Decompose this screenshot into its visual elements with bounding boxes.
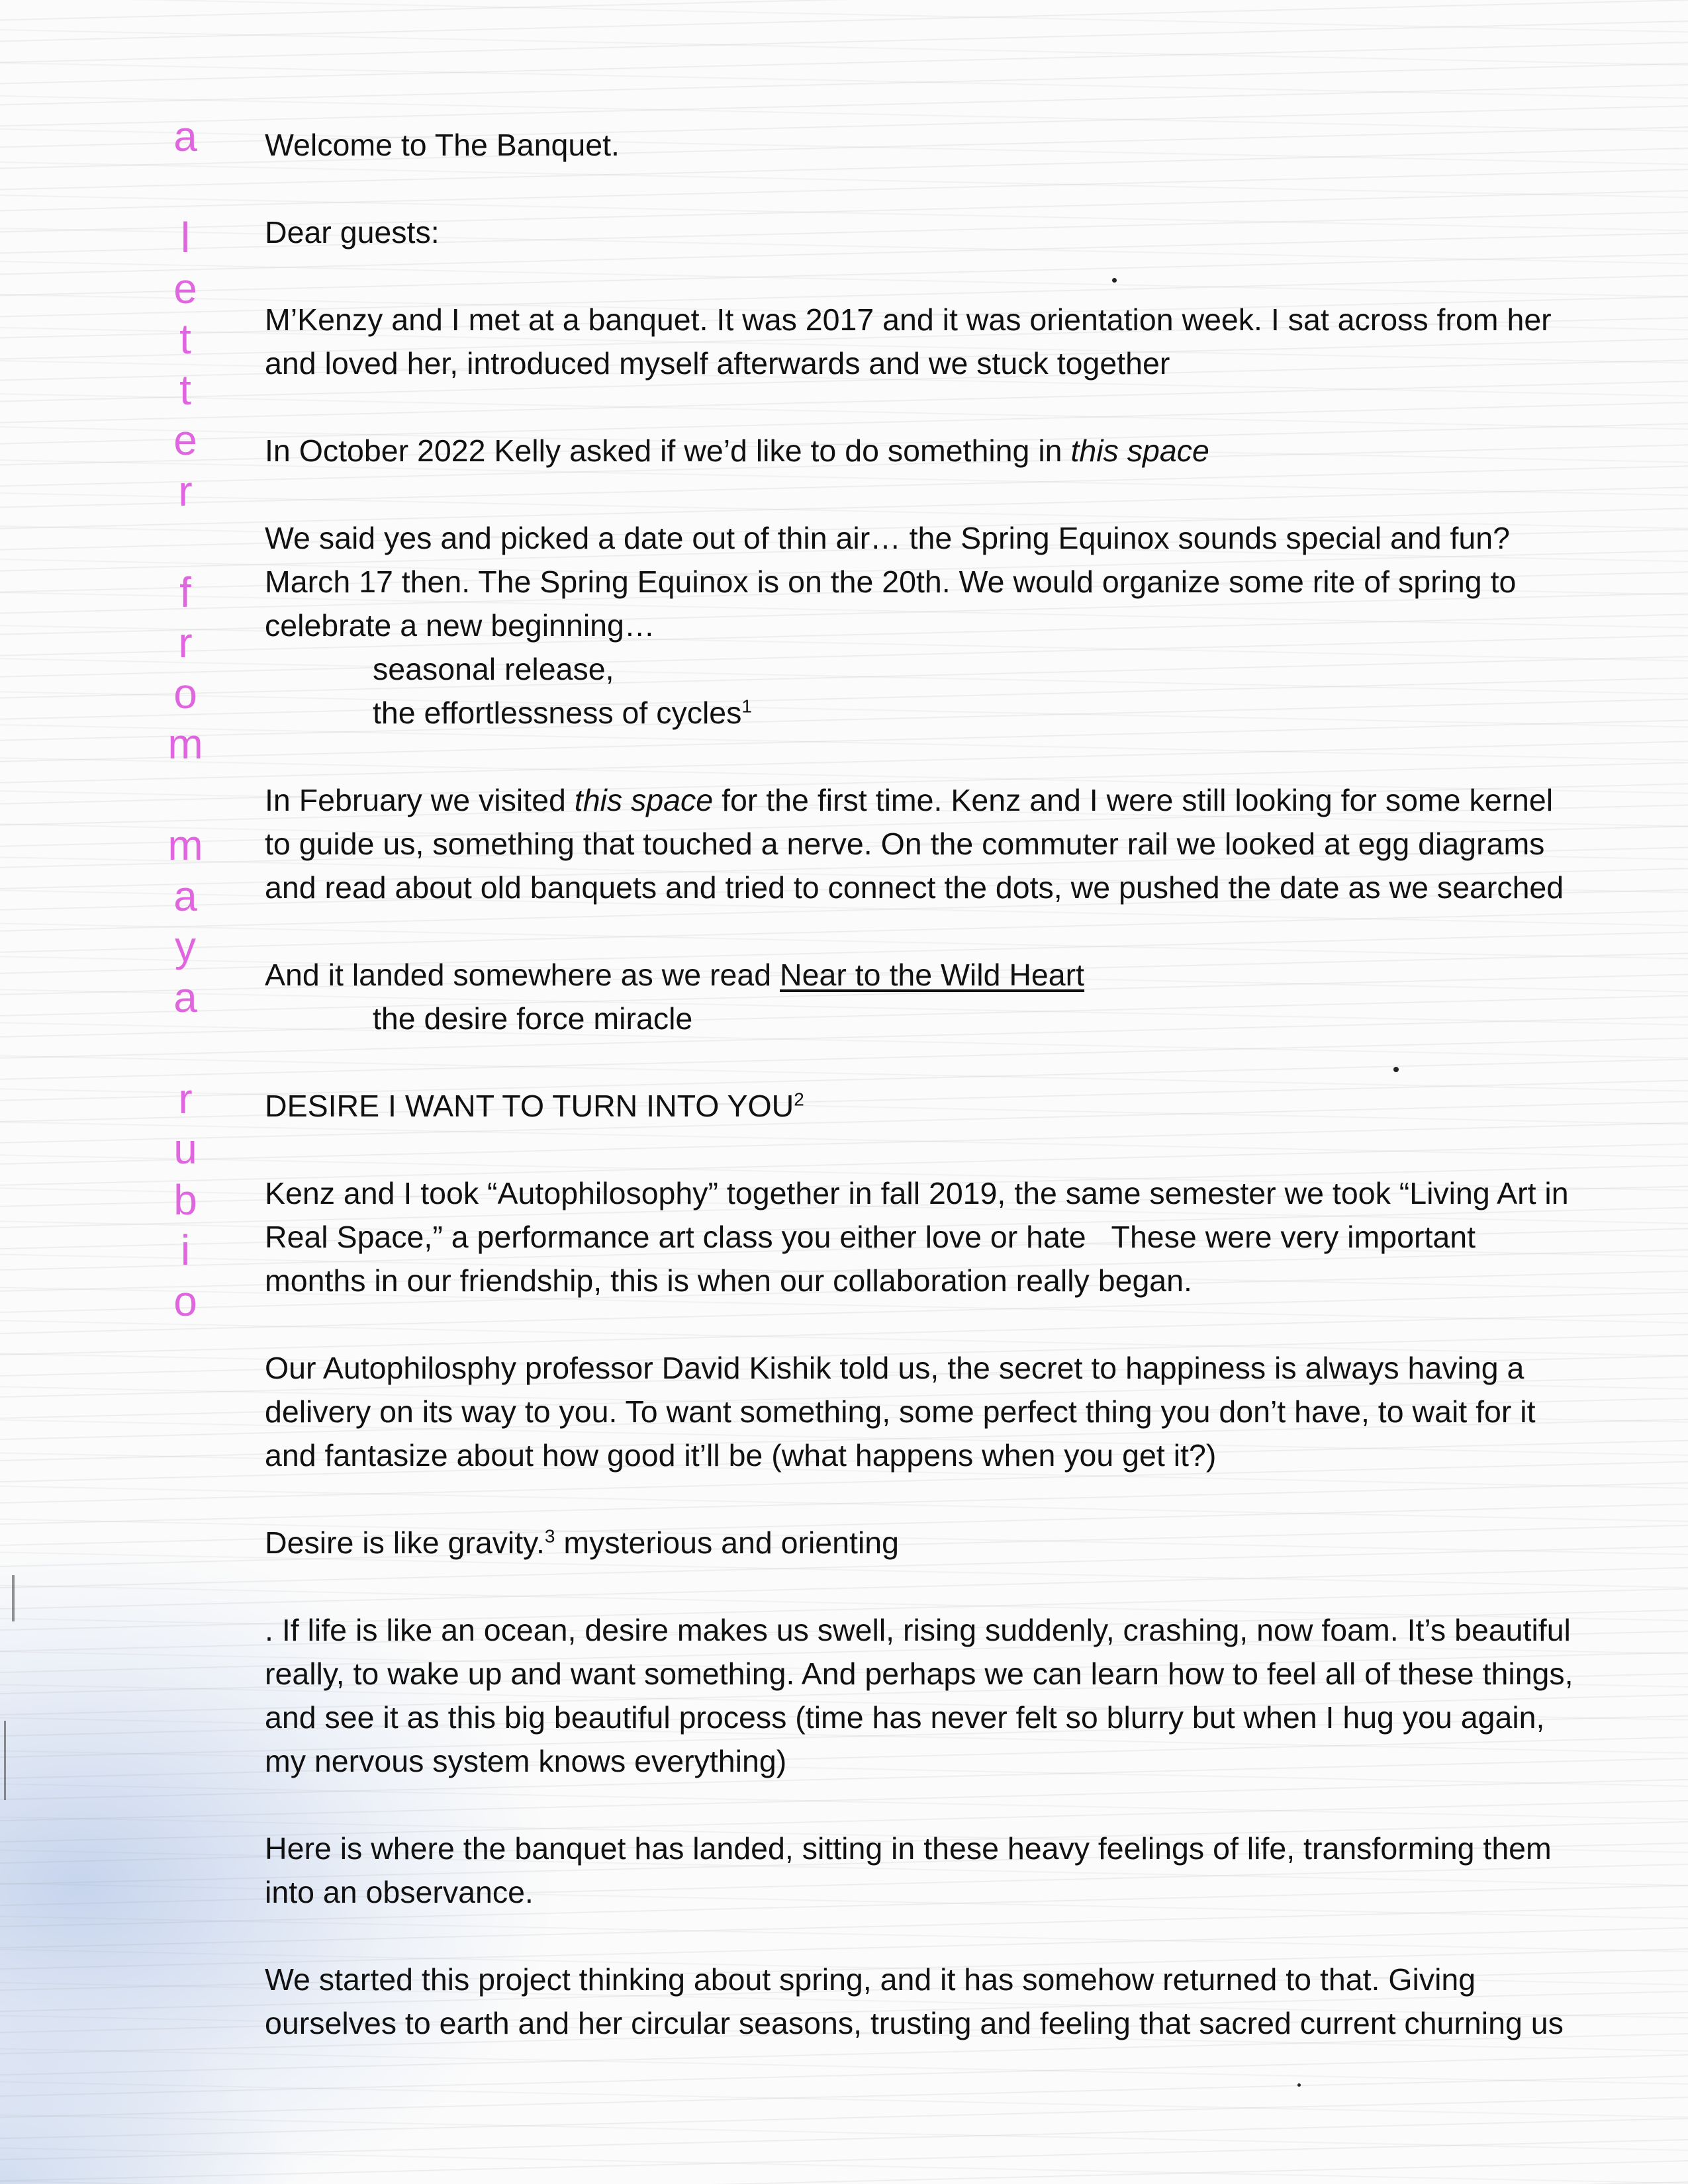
vertical-title-word xyxy=(173,1073,197,1327)
letter-line: Dear guests: xyxy=(265,215,440,250)
vertical-title-letter: o xyxy=(173,1277,197,1325)
vertical-title-letter: y xyxy=(175,923,196,970)
text-run: the effortlessness of cycles xyxy=(373,696,742,730)
letter-line: months in our friendship, this is when our collaboration really began. xyxy=(265,1263,1192,1298)
paragraph-12 xyxy=(265,1958,1681,2045)
vertical-title-word xyxy=(167,820,203,1023)
text-run: In October 2022 Kelly asked if we’d like to do something in xyxy=(265,433,1071,468)
indented-line: seasonal release, xyxy=(373,652,614,686)
letter-line: and see it as this big beautiful process (time has never felt so blurry but when I hug you again, xyxy=(265,1700,1545,1735)
paper-scratch xyxy=(12,1575,15,1621)
vertical-title-letter: i xyxy=(180,1226,191,1274)
footnote-marker: 2 xyxy=(794,1089,804,1110)
vertical-title-letter: a xyxy=(173,113,197,160)
paragraph-3 xyxy=(265,516,1681,735)
paragraph-11 xyxy=(265,1827,1681,1914)
letter-line: really, to wake up and want something. And perhaps we can learn how to feel all of these things, xyxy=(265,1657,1573,1691)
letter-line: ourselves to earth and her circular seasons, trusting and feeling that sacred current churning us xyxy=(265,2006,1564,2040)
vertical-title-letter: r xyxy=(178,1074,193,1122)
vertical-title-letter: t xyxy=(179,315,191,363)
text-run: Desire is like gravity. xyxy=(265,1525,545,1560)
book-title: Near to the Wild Heart xyxy=(780,958,1085,992)
vertical-letter-title xyxy=(159,111,212,1326)
vertical-title-letter: b xyxy=(173,1175,197,1224)
letter-line: delivery on its way to you. To want something, some perfect thing you don’t have, to wait for it xyxy=(265,1394,1536,1429)
vertical-title-letter: l xyxy=(180,214,191,261)
letter-line xyxy=(265,1521,1681,1565)
vertical-title-letter: a xyxy=(173,973,197,1021)
letter-line: Welcome to The Banquet. xyxy=(265,128,620,162)
text-run: for the first time. Kenz and I were still looking for some kernel xyxy=(713,783,1554,817)
letter-line: We started this project thinking about spring, and it has somehow returned to that. Giving xyxy=(265,1962,1476,1997)
paragraph-2 xyxy=(265,429,1681,473)
letter-line: March 17 then. The Spring Equinox is on the 20th. We would organize some rite of spring to xyxy=(265,565,1517,599)
vertical-title-letter: m xyxy=(167,720,203,768)
paragraph-7 xyxy=(265,1171,1681,1302)
vertical-title-word xyxy=(173,212,197,516)
vertical-title-letter: e xyxy=(173,264,197,312)
vertical-title-letter: f xyxy=(179,568,191,616)
vertical-title-letter: u xyxy=(173,1125,197,1173)
text-run: mysterious and orienting xyxy=(555,1525,899,1560)
vertical-title-letter: a xyxy=(173,872,197,920)
vertical-title-letter: r xyxy=(178,467,193,515)
letter-line: We said yes and picked a date out of thin air… the Spring Equinox sounds special and fun? xyxy=(265,521,1511,555)
letter-line: celebrate a new beginning… xyxy=(265,608,655,643)
letter-line xyxy=(265,429,1681,473)
letter-line xyxy=(265,953,1681,997)
salutation xyxy=(265,210,1681,254)
letter-line: and read about old banquets and tried to connect the dots, we pushed the date as we searched xyxy=(265,870,1564,905)
vertical-title-letter: r xyxy=(178,619,193,666)
letter-line: . If life is like an ocean, desire makes us swell, rising suddenly, crashing, now foam. It’s beautiful xyxy=(265,1613,1571,1647)
letter-line: Here is where the banquet has landed, sitting in these heavy feelings of life, transforming them xyxy=(265,1831,1552,1866)
paragraph-6 xyxy=(265,1084,1681,1128)
paragraph-1 xyxy=(265,298,1681,385)
paragraph-4 xyxy=(265,778,1681,909)
indented-line xyxy=(265,691,1681,735)
letter-line xyxy=(265,1084,1681,1128)
vertical-title-letter: m xyxy=(167,821,203,869)
italic-phrase: this space xyxy=(1070,433,1209,468)
paper-scratch xyxy=(4,1721,6,1800)
italic-phrase: this space xyxy=(574,783,714,817)
text-run: And it landed somewhere as we read xyxy=(265,958,780,992)
letter-line: and fantasize about how good it’ll be (what happens when you get it?) xyxy=(265,1438,1217,1473)
footnote-marker: 1 xyxy=(741,696,752,717)
letter-line: Real Space,” a performance art class you either love or hate These were very important xyxy=(265,1220,1476,1254)
text-run: In February we visited xyxy=(265,783,575,817)
letter-line: M’Kenzy and I met at a banquet. It was 2017 and it was orientation week. I sat across from her xyxy=(265,302,1552,337)
text-run: DESIRE I WANT TO TURN INTO YOU xyxy=(265,1089,794,1123)
letter-line: and loved her, introduced myself afterwards and we stuck together xyxy=(265,346,1170,381)
letter-line: my nervous system knows everything) xyxy=(265,1744,787,1778)
letter-line: to guide us, something that touched a nerve. On the commuter rail we looked at egg diagrams xyxy=(265,827,1545,861)
vertical-title-letter: o xyxy=(173,669,197,717)
paragraph-8 xyxy=(265,1346,1681,1477)
indented-line: the desire force miracle xyxy=(373,1001,693,1036)
paragraph-9 xyxy=(265,1521,1681,1565)
vertical-title-letter: e xyxy=(173,416,197,464)
letter-body xyxy=(265,123,1681,2089)
welcome-line xyxy=(265,123,1681,167)
letter-line: Kenz and I took “Autophilosophy” together in fall 2019, the same semester we took “Living Art in xyxy=(265,1176,1569,1210)
footnote-marker: 3 xyxy=(544,1525,555,1547)
letter-line: into an observance. xyxy=(265,1875,534,1909)
vertical-title-word xyxy=(173,111,197,162)
letter-line xyxy=(265,778,1681,822)
paragraph-5 xyxy=(265,953,1681,1040)
vertical-title-letter: t xyxy=(179,365,191,414)
vertical-title-word xyxy=(167,567,203,770)
letter-line: Our Autophilosphy professor David Kishik told us, the secret to happiness is always having a xyxy=(265,1351,1524,1385)
paragraph-10 xyxy=(265,1608,1681,1783)
